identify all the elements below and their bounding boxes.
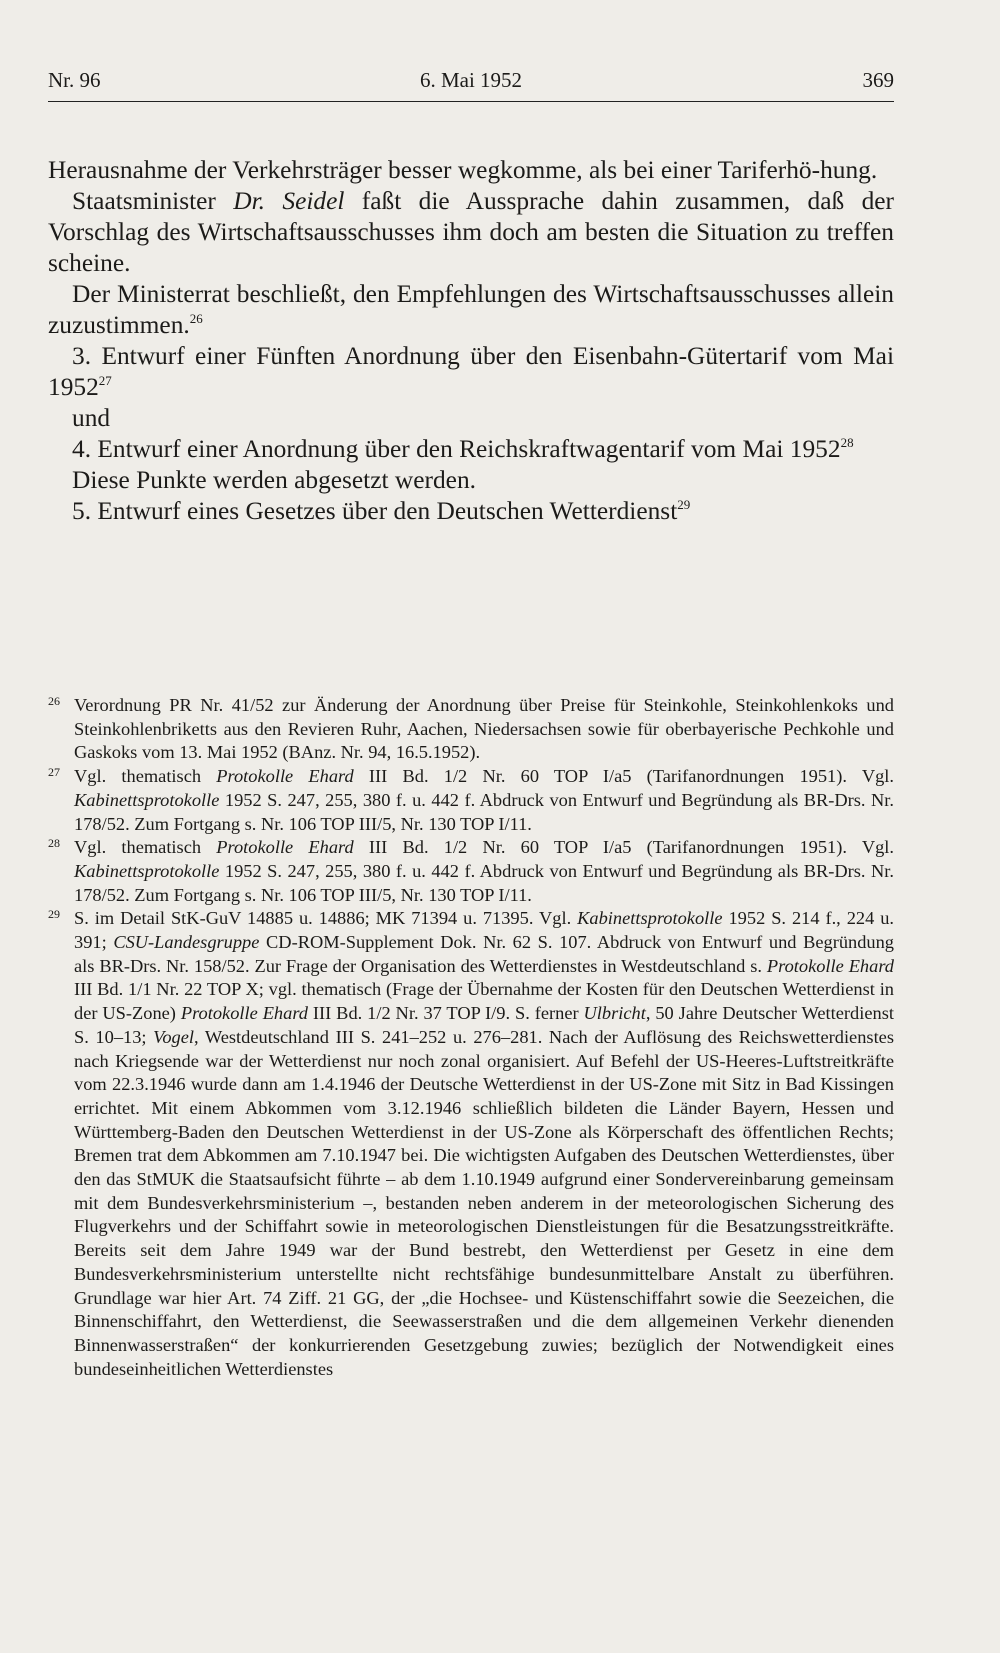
footnote-text: S. im Detail StK-GuV 14885 u. 14886; MK 71394 u. 71395. Vgl. Kabinettsprotokolle 1952 S. 214 f., 224 u. 391; CSU-Landesgruppe CD-ROM-Supplement Dok. Nr. 62 S. 107. Abdruck von Entwurf und Begründung als BR-Drs. Nr. 158/52. Zur Frage der Organisation des Wetterdienstes in Westdeutschland s. Protokolle Ehard III Bd. 1/1 Nr. 22 TOP X; vgl. thematisch (Frage der Übernahme der Kosten für den Deutschen Wetterdienst in der US-Zone) Protokolle Ehard III Bd. 1/2 Nr. 37 TOP I/9. S. ferner Ulbricht, 50 Jahre Deutscher Wetterdienst S. 10–13; Vogel, Westdeutschland III S. 241–252 u. 276–281. Nach der Auflösung des Reichswetterdienstes nach Kriegsende war der Wetterdienst nur noch zonal organisiert. Auf Befehl der US-Heeres-Luftstreitkräfte vom 22.3.1946 wurde dann am 1.4.1946 der Deutsche Wetterdienst in der US-Zone mit Sitz in Bad Kissingen errichtet. Mit einem Abkommen vom 3.12.1946 schließlich bildeten die Länder Bayern, Hessen und Württemberg-Baden den Deutschen Wetterdienst in der US-Zone als Körperschaft des öffentlichen Rechts; Bremen trat dem Abkommen am 7.10.1947 bei. Die wichtigsten Aufgaben des Deutschen Wetterdienstes, über den das StMUK die Staatsaufsicht führte – ab dem 1.10.1949 aufgrund einer Sondervereinbarung gemeinsam mit dem Bundesverkehrsministerium –, bestanden neben anderem in der meteorologischen Sicherung des Flugverkehrs und der Schiffahrt sowie in meteorologischen Dienstleistungen für die Besatzungsstreitkräfte. Bereits seit dem Jahre 1949 war der Bund bestrebt, den Wetterdienst per Gesetz in eine dem Bundesverkehrsministerium unterstellte nicht rechtsfähige bundesunmittelbare Anstalt zu überführen. Grundlage war hier Art. 74 Ziff. 21 GG, der „die Hochsee- und Küstenschiffahrt sowie die Seezeichen, die Binnenschiffahrt, den Wetterdienst, die Seewasserstraßen und die dem allgemeinen Verkehr dienenden Binnenwasserstraßen“ der konkurrierenden Gesetzgebung zuwies; bezüglich der Notwendigkeit eines bundeseinheitlichen Wetterdienstes (74, 908, 895, 1379)
paragraph-postponed: Diese Punkte werden abgesetzt werden. (72, 466, 476, 494)
footnote-ref-28[interactable]: 28 (840, 435, 854, 450)
agenda-item-5: 5. Entwurf eines Gesetzes über den Deutschen Wetterdienst$^{29}$ (72, 497, 691, 525)
agenda-item-3: 3. Entwurf einer Fünften Anordnung über den Eisenbahn-Gütertarif vom Mai 1952$^{27}$ (48, 342, 894, 401)
footnote-number: 29 (48, 907, 60, 922)
footnote-number: 26 (48, 694, 60, 708)
meeting-date: 6. Mai 1952 (419, 68, 523, 92)
running-header (48, 68, 894, 108)
paragraph-continuation: Herausnahme der Verkehrsträger besser wegkomme, als bei einer Tariferhö-hung. (48, 156, 878, 184)
person-name: Dr. Seidel (233, 187, 345, 215)
footnote-27 (48, 765, 894, 836)
footnote-text: Vgl. thematisch Protokolle Ehard III Bd. 1/2 Nr. 60 TOP I/a5 (Tarifanordnungen 1951). Vgl. Kabinettsprotokolle 1952 S. 247, 255, 380 f. u. 442 f. Abdruck von Entwurf und Begründung als BR-Drs. Nr. 178/52. Zum Fortgang s. Nr. 106 TOP III/5, Nr. 130 TOP I/11. (74, 766, 894, 834)
footnote-text: Verordnung PR Nr. 41/52 zur Änderung der Anordnung über Preise für Steinkohle, Steinkohlenkoks und Steinkohlenbriketts aus den Revieren Ruhr, Aachen, Niedersachsen sowie für oberbayerische Pechkohle und Gaskoks vom 13. Mai 1952 (BAnz. Nr. 94, 16.5.1952). (74, 695, 894, 763)
footnote-text: Vgl. thematisch Protokolle Ehard III Bd. 1/2 Nr. 60 TOP I/a5 (Tarifanordnungen 1951). Vgl. Kabinettsprotokolle 1952 S. 247, 255, 380 f. u. 442 f. Abdruck von Entwurf und Begründung als BR-Drs. Nr. 178/52. Zum Fortgang s. Nr. 106 TOP III/5, Nr. 130 TOP I/11. (74, 837, 894, 905)
header-rule (48, 101, 894, 102)
footnotes (48, 694, 894, 1381)
footnote-ref-26[interactable]: 26 (189, 311, 203, 326)
paragraph-decision: Der Ministerrat beschließt, den Empfehlungen des Wirtschaftsausschusses allein zuzustimmen.$^{26}$ (48, 280, 894, 339)
footnote-ref-29[interactable]: 29 (677, 497, 691, 512)
main-text (48, 155, 894, 527)
footnote-number: 27 (48, 765, 60, 780)
agenda-item-4: 4. Entwurf einer Anordnung über den Reichskraftwagentarif vom Mai 1952$^{28}$ (72, 435, 854, 463)
footnote-29 (48, 907, 894, 1381)
footnote-ref-27[interactable]: 27 (98, 373, 112, 388)
conjunction: und (72, 404, 111, 432)
footnote-28 (48, 836, 894, 907)
footnote-26 (48, 694, 894, 765)
document-number: Nr. 96 (48, 68, 101, 92)
page-number: 369 (862, 68, 894, 92)
paragraph-summary: Staatsminister Dr. Seidel faßt die Aussprache dahin zusammen, daß der Vorschlag des Wirtschaftsausschusses ihm doch am besten die Situation zu treffen scheine. (48, 187, 894, 277)
footnote-number: 28 (48, 836, 60, 851)
